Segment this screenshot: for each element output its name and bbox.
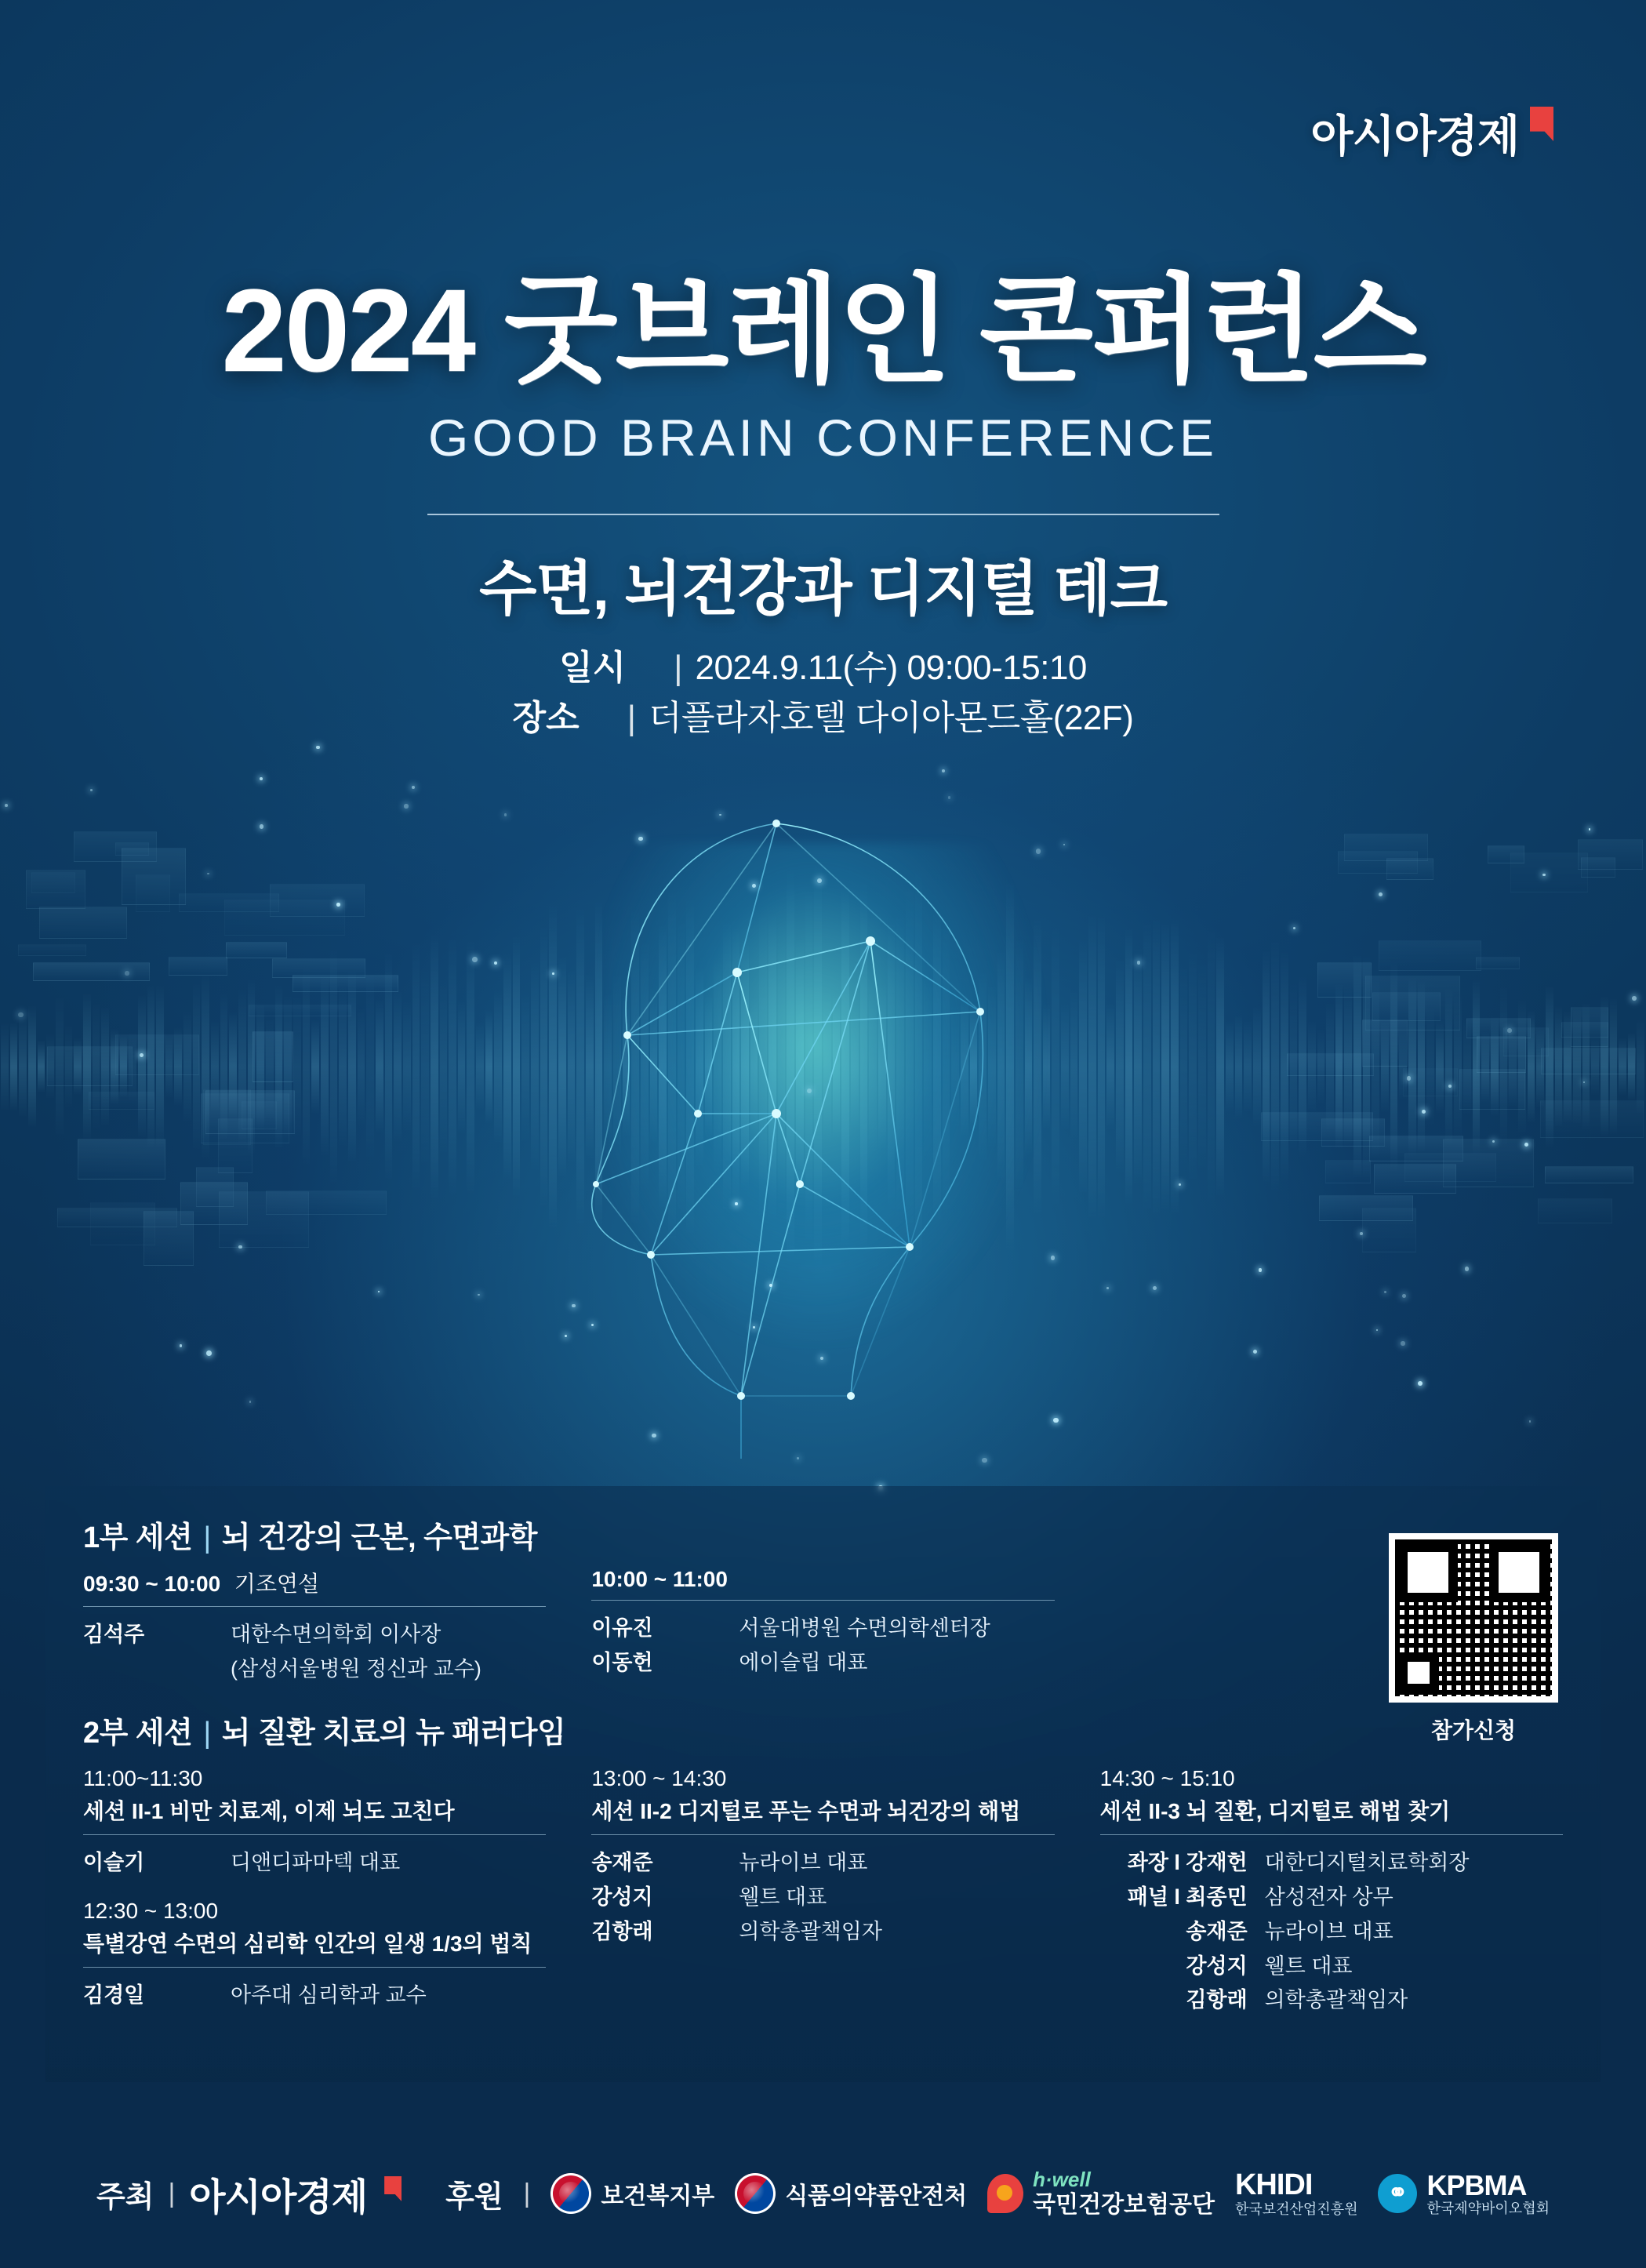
slot-header <box>591 1762 1054 1835</box>
speaker-name: 이유진 <box>591 1616 653 1640</box>
speaker-role: 뉴라이브 대표 <box>1264 1919 1393 1943</box>
speaker-role: (삼성서울병원 정신과 교수) <box>231 1656 481 1681</box>
slot-subtitle: 세션 II-3 뇌 질환, 디지털로 해법 찾기 <box>1099 1799 1451 1824</box>
page-title: 2024 굿브레인 콘퍼런스 <box>221 264 1425 396</box>
list-item <box>1100 1881 1563 1915</box>
brain-head-graphic <box>541 776 1106 1467</box>
speaker-name: 김항래 <box>1186 1988 1248 2012</box>
list-item <box>591 1881 1054 1915</box>
head-glow <box>604 843 1043 1345</box>
host-label: 주최 <box>96 2180 154 2214</box>
list-item <box>83 1618 546 1652</box>
section-title-part2 <box>83 1708 1563 1751</box>
part2-slot-3 <box>1085 1762 1563 2018</box>
date-label: 일시 <box>559 649 627 687</box>
date-value: 2024.9.11(수) 09:00-15:10 <box>695 649 1087 687</box>
part1-slot-1 <box>83 1567 576 1686</box>
khidi-text <box>1235 2169 1358 2218</box>
footer-sponsors <box>0 2119 1646 2268</box>
slot-time-value: 14:30 ~ 15:10 <box>1099 1766 1235 1791</box>
nhis-flower-icon <box>987 2174 1023 2213</box>
host-block <box>96 2167 402 2221</box>
part2-columns <box>83 1762 1563 2018</box>
speaker-role: 대한디지털치료학회장 <box>1264 1851 1470 1875</box>
part2-separator: | <box>203 1717 211 1750</box>
speaker-name: 이동헌 <box>591 1650 653 1674</box>
logo-label: 식품의약품안전처 <box>785 2183 968 2209</box>
speaker-name: 좌장 l 강재헌 <box>1127 1851 1248 1875</box>
place-label: 장소 <box>512 699 580 738</box>
part1-separator: | <box>203 1521 211 1554</box>
speaker-list <box>83 1618 546 1686</box>
qr-pattern <box>1395 1539 1552 1696</box>
slot-time <box>591 1567 1054 1601</box>
speaker-role: 웰트 대표 <box>1264 1954 1353 1978</box>
part2-name: 뇌 질환 치료의 뉴 패러다임 <box>221 1717 566 1750</box>
qr-code-icon[interactable] <box>1389 1533 1558 1703</box>
sponsor-separator: | <box>523 2178 531 2208</box>
speaker-name: 강성지 <box>591 1885 653 1910</box>
logo-nhis <box>987 2168 1215 2219</box>
slot-header <box>83 1762 546 1835</box>
part2-tag: 2부 세션 <box>83 1717 193 1750</box>
logo-label: KHIDI <box>1234 2168 1313 2202</box>
part1-name: 뇌 건강의 근본, 수면과학 <box>221 1521 538 1554</box>
speaker-role: 대한수면의학회 이사장 <box>231 1623 441 1646</box>
slot-subtitle: 특별강연 수면의 심리학 인간의 일생 1/3의 법칙 <box>83 1932 532 1957</box>
list-item <box>83 1846 546 1881</box>
speaker-list-2 <box>83 1979 546 2013</box>
event-meta <box>0 643 1646 743</box>
speaker-role: 웰트 대표 <box>739 1885 827 1910</box>
kpbma-mark-icon: ⚭ <box>1378 2174 1417 2213</box>
slot-time <box>83 1567 546 1607</box>
flag-mark-icon <box>1530 107 1553 141</box>
list-item <box>1100 1950 1563 1984</box>
speaker-list <box>591 1846 1054 1949</box>
host-name: 아시아경제 <box>189 2176 368 2219</box>
slot-time-value: 13:00 ~ 14:30 <box>591 1766 727 1791</box>
kpbma-text <box>1426 2170 1550 2216</box>
speaker-role: 삼성전자 상무 <box>1264 1885 1393 1910</box>
speaker-role: 뉴라이브 대표 <box>739 1851 868 1875</box>
logo-khidi <box>1235 2169 1358 2218</box>
data-blocks-right <box>1270 831 1646 1270</box>
speaker-role: 의학총괄책임자 <box>1264 1988 1408 2012</box>
list-item <box>83 1652 546 1687</box>
event-place-row <box>0 693 1646 743</box>
qr-caption: 참가신청 <box>1430 1718 1517 1743</box>
logo-label: 국민건강보험공단 <box>1033 2191 1215 2218</box>
audio-wave-band <box>0 792 1646 1341</box>
place-value: 더플라자호텔 다이아몬드홀(22F) <box>649 699 1134 738</box>
data-blocks-left <box>0 831 376 1270</box>
speaker-role: 에이슬립 대표 <box>739 1650 868 1674</box>
section-title-part1 <box>83 1513 1563 1556</box>
logo-sublabel: 한국제약바이오협회 <box>1426 2200 1550 2216</box>
slot-subtitle: 세션 II-1 비만 치료제, 이제 뇌도 고친다 <box>83 1799 455 1824</box>
slot-time-value: 09:30 ~ 10:00 <box>83 1572 221 1596</box>
korea-emblem-icon <box>735 2173 776 2214</box>
speaker-name: 강성지 <box>1186 1954 1248 1978</box>
speaker-name: 송재준 <box>591 1851 653 1875</box>
list-item <box>591 1646 1054 1681</box>
slot-time-value: 10:00 ~ 11:00 <box>591 1567 728 1591</box>
host-separator: | <box>168 2178 176 2208</box>
list-item <box>1100 1846 1563 1881</box>
list-item <box>591 1846 1054 1881</box>
speaker-name: 김항래 <box>591 1919 653 1943</box>
logo-label: KPBMA <box>1426 2169 1527 2202</box>
nhis-text <box>1033 2168 1215 2219</box>
slot-time-value: 12:30 ~ 13:00 <box>83 1899 219 1924</box>
head-wireframe-icon <box>541 776 1106 1467</box>
korea-emblem-icon <box>550 2173 591 2214</box>
list-item <box>591 1612 1054 1646</box>
date-separator: | <box>674 649 683 687</box>
list-item <box>591 1915 1054 1950</box>
slot-time-value: 11:00~11:30 <box>83 1766 203 1791</box>
part1-slot-2 <box>576 1567 1084 1686</box>
speaker-list <box>1100 1846 1563 2018</box>
logo-mohw <box>550 2173 714 2214</box>
speaker-list <box>83 1846 546 1881</box>
logo-kpbma <box>1378 2170 1550 2216</box>
wave-bars <box>0 792 1646 1341</box>
speaker-name: 이슬기 <box>83 1851 145 1875</box>
nhis-slogan: h·well <box>1033 2167 1091 2191</box>
part1-tag: 1부 세션 <box>83 1521 193 1554</box>
list-item <box>83 1979 546 2013</box>
speaker-name: 김경일 <box>83 1983 145 2008</box>
publisher-name: 아시아경제 <box>1310 111 1519 161</box>
qr-eye-icon <box>1398 1652 1439 1693</box>
speaker-name: 패널 l 최종민 <box>1127 1885 1248 1910</box>
part1-columns <box>83 1567 1563 1686</box>
list-item <box>1100 1983 1563 2018</box>
speaker-list <box>591 1612 1054 1680</box>
publisher-logo <box>1311 102 1553 165</box>
program-panel <box>45 1486 1601 2082</box>
speaker-role: 의학총괄책임자 <box>739 1919 882 1943</box>
speaker-name: 김석주 <box>83 1623 145 1646</box>
slot-header <box>1100 1762 1563 1835</box>
page-subtitle: GOOD BRAIN CONFERENCE <box>427 409 1219 467</box>
title-divider <box>427 514 1219 515</box>
logo-mfds <box>735 2173 967 2214</box>
registration-qr[interactable] <box>1389 1533 1558 1745</box>
speaker-name: 송재준 <box>1186 1919 1248 1943</box>
flag-mark-icon <box>384 2176 402 2201</box>
logo-sublabel: 한국보건산업진흥원 <box>1234 2201 1358 2217</box>
logo-label: 보건복지부 <box>601 2183 715 2209</box>
speaker-role: 아주대 심리학과 교수 <box>231 1983 427 2008</box>
slot-time-label: 기조연설 <box>234 1572 320 1596</box>
slot-header-2 <box>83 1895 546 1968</box>
slot-subtitle: 세션 II-2 디지털로 푸는 수면과 뇌건강의 해법 <box>591 1799 1021 1824</box>
slot-time-label <box>728 1567 736 1591</box>
list-item <box>1100 1915 1563 1950</box>
sponsor-label: 후원 <box>445 2180 503 2214</box>
speaker-role: 서울대병원 수면의학센터장 <box>739 1616 990 1640</box>
part2-slot-1 <box>83 1762 576 2018</box>
speaker-name <box>83 1652 231 1687</box>
conference-theme: 수면, 뇌건강과 디지털 테크 <box>478 556 1168 623</box>
place-separator: | <box>627 699 637 738</box>
event-date-row <box>0 643 1646 693</box>
speaker-role: 디앤디파마텍 대표 <box>231 1851 401 1875</box>
part2-slot-2 <box>576 1762 1084 2018</box>
